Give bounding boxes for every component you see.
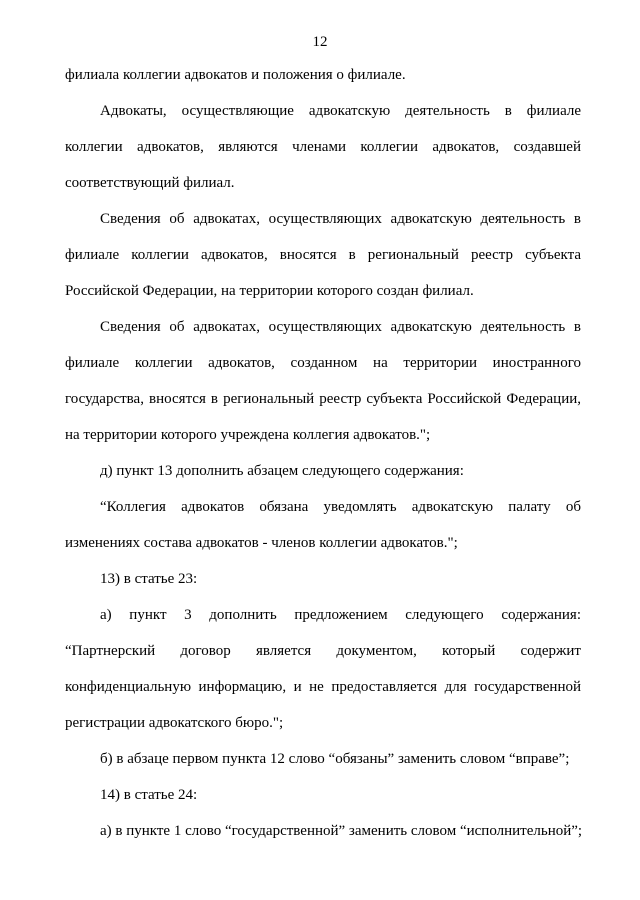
text-line: “Партнерский договор является документом, который содержит: [65, 643, 581, 659]
text-line: Сведения об адвокатах, осуществляющих адвокатскую деятельность в: [100, 319, 581, 335]
text-line: а) в пункте 1 слово “государственной” заменить словом “исполнительной”;: [100, 823, 583, 839]
text-line: филиале коллегии адвокатов, созданном на территории иностранного: [65, 355, 581, 371]
text-line: изменениях состава адвокатов - членов коллегии адвокатов.";: [65, 535, 458, 551]
text-line: коллегии адвокатов, являются членами коллегии адвокатов, создавшей: [65, 139, 581, 155]
text-line: “Коллегия адвокатов обязана уведомлять адвокатскую палату об: [100, 499, 581, 515]
text-line: Российской Федерации, на территории которого создан филиал.: [65, 283, 474, 299]
text-line: соответствующий филиал.: [65, 175, 235, 191]
text-line: регистрации адвокатского бюро.";: [65, 715, 284, 731]
text-line: филиале коллегии адвокатов, вносятся в региональный реестр субъекта: [65, 247, 581, 263]
text-line: на территории которого учреждена коллегия адвокатов.";: [65, 427, 431, 443]
text-line: б) в абзаце первом пункта 12 слово “обязаны” заменить словом “вправе”;: [100, 751, 570, 767]
document-body: [65, 65, 581, 857]
text-line: а) пункт 3 дополнить предложением следующего содержания:: [100, 607, 581, 623]
text-line: д) пункт 13 дополнить абзацем следующего содержания:: [100, 463, 464, 479]
text-line: 14) в статье 24:: [100, 787, 198, 803]
text-line: филиала коллегии адвокатов и положения о филиале.: [65, 67, 406, 83]
text-line: государства, вносятся в региональный реестр субъекта Российской Федерации,: [65, 391, 581, 407]
text-line: Сведения об адвокатах, осуществляющих адвокатскую деятельность в: [100, 211, 581, 227]
page-number: 12: [312, 34, 328, 50]
text-line: конфиденциальную информацию, и не предоставляется для государственной: [65, 679, 581, 695]
text-line: 13) в статье 23:: [100, 571, 198, 587]
text-line: Адвокаты, осуществляющие адвокатскую деятельность в филиале: [100, 103, 581, 119]
